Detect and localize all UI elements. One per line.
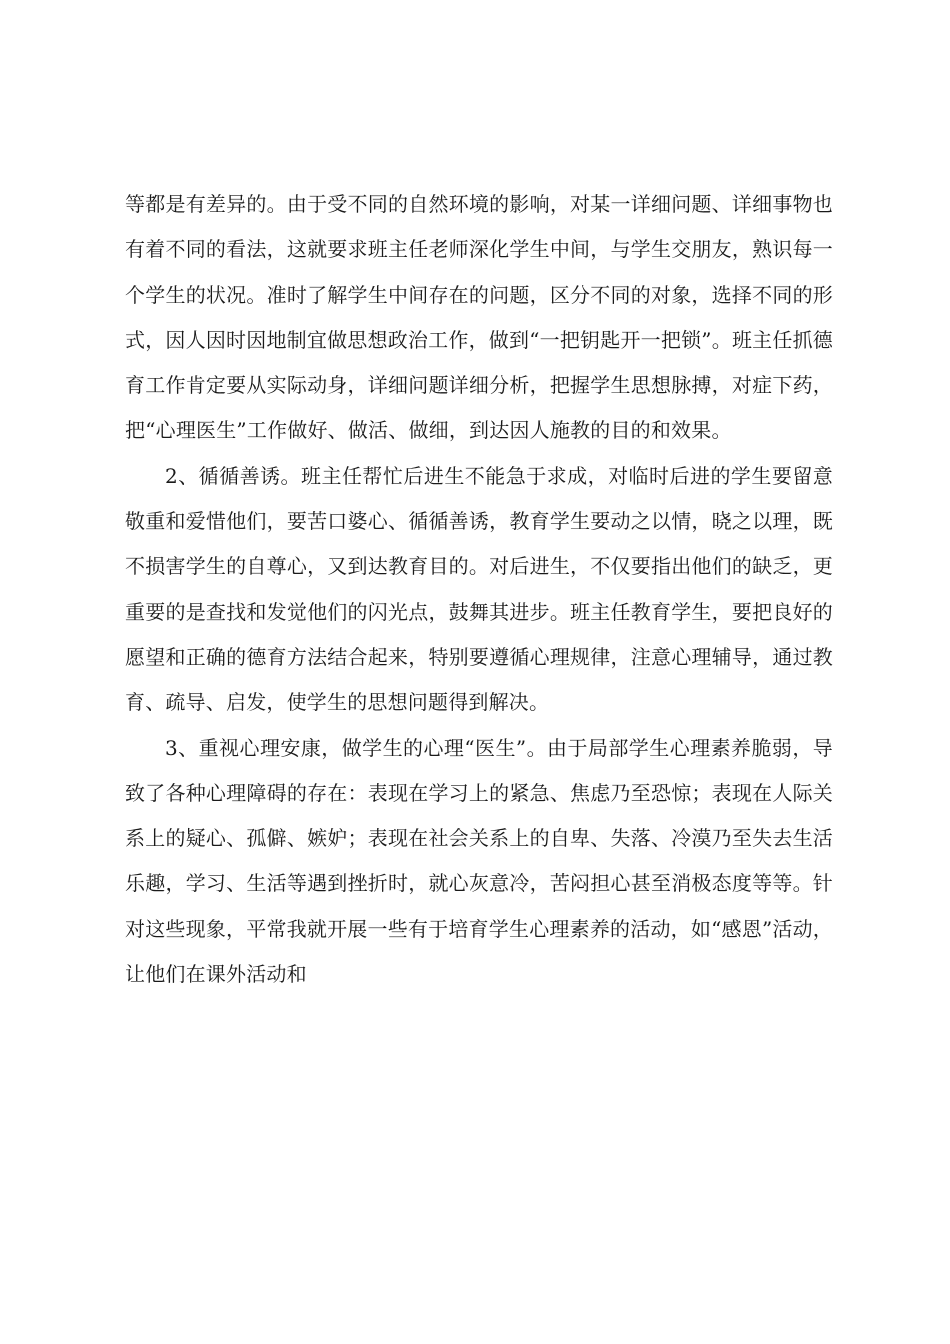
paragraph-continuation: 等都是有差异的。由于受不同的自然环境的影响，对某一详细问题、详细事物也有着不同的看法，这就要求班主任老师深化学生中间，与学生交朋友，熟识每一个学生的状况。准时了解学生中间存在的问题，区分不同的对象，选择不同的形式，因人因时因地制宜做思想政治工作，做到“一把钥匙开一把锁”。班主任抓德育工作肯定要从实际动身，详细问题详细分析，把握学生思想脉搏，对症下药，把“心理医生”工作做好、做活、做细，到达因人施教的目的和效果。 — [125, 192, 833, 443]
paragraph-item-3: 3、重视心理安康，做学生的心理“医生”。由于局部学生心理素养脆弱，导致了各种心理障碍的存在：表现在学习上的紧急、焦虑乃至恐惊；表现在人际关系上的疑心、孤僻、嫉妒；表现在社会关系上的自卑、失落、冷漠乃至失去生活乐趣，学习、生活等遇到挫折时，就心灰意冷，苦闷担心甚至消极态度等等。针对这些现象，平常我就开展一些有于培育学生心理素养的活动，如“感恩”活动，让他们在课外活动和 — [125, 735, 833, 987]
body-text — [125, 182, 833, 997]
paragraph-item-2: 2、循循善诱。班主任帮忙后进生不能急于求成，对临时后进的学生要留意敬重和爱惜他们，要苦口婆心、循循善诱，教育学生要动之以情，晓之以理，既不损害学生的自尊心，又到达教育目的。对后进生，不仅要指出他们的缺乏，更重要的是查找和发觉他们的闪光点，鼓舞其进步。班主任教育学生，要把良好的愿望和正确的德育方法结合起来，特别要遵循心理规律，注意心理辅导，通过教育、疏导、启发，使学生的思想问题得到解决。 — [125, 463, 833, 715]
